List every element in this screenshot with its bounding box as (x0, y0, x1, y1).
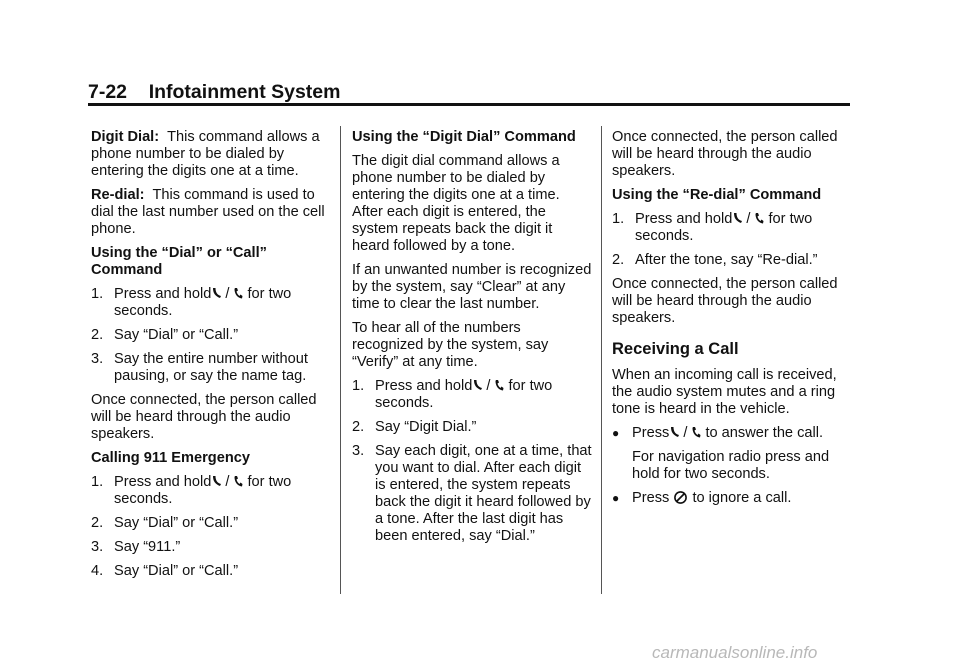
emergency-step-3 (91, 539, 331, 556)
step-text: Say “Dial” or “Call.” (114, 327, 239, 343)
step-number: 3. (91, 539, 104, 555)
bullet-text: Press to ignore a call. (632, 490, 792, 506)
ignore-call-bullet (612, 490, 856, 507)
steering-talk-icon (211, 475, 222, 488)
column-divider-1 (340, 126, 341, 594)
dial-step-2 (91, 327, 331, 344)
column-2 (352, 129, 592, 552)
emergency-step-2 (91, 515, 331, 532)
step-number: 1. (612, 211, 625, 227)
phone-icon (493, 379, 504, 392)
page-title (88, 80, 850, 104)
step-number: 3. (352, 443, 365, 459)
watermark: carmanualsonline.info (652, 643, 818, 662)
digit-dial-heading: Using the “Digit Dial” Command (352, 129, 576, 145)
section-title: Infotainment System (148, 81, 341, 103)
step-text: After the tone, say “Re-dial.” (635, 252, 818, 268)
step-number: 2. (91, 327, 104, 343)
bullet-icon: ● (612, 491, 620, 505)
phone-icon (753, 212, 764, 225)
icon-slash: / (683, 425, 688, 441)
dial-step-1 (91, 286, 331, 320)
digit-dial-step-1 (352, 378, 592, 412)
using-dial-heading: Using the “Dial” or “Call” Command (91, 245, 267, 278)
once-connected-text: Once connected, the person called will be heard through the audio speakers. (612, 129, 838, 179)
step-number: 2. (352, 419, 365, 435)
step-text: Say each digit, one at a time, that you want to dial. After each digit is entered, the system repeats back the digit it heard followed by a tone. After the last digit has been entered, say “Dial.” (375, 443, 592, 544)
steering-talk-icon (472, 379, 483, 392)
receiving-call-heading: Receiving a Call (612, 340, 739, 358)
phone-icon (232, 475, 243, 488)
answer-call-bullet (612, 425, 856, 442)
icon-slash: / (746, 211, 751, 227)
step-text: Say “Dial” or “Call.” (114, 515, 239, 531)
step-text: Press and hold / for two seconds. (375, 378, 553, 411)
digit-dial-term: Digit Dial: (91, 129, 160, 145)
step-text: Press and hold / for two seconds. (114, 474, 292, 507)
redial-definition (91, 187, 331, 238)
page-number: 7-22 (88, 81, 128, 103)
once-connected-text-2: Once connected, the person called will be heard through the audio speakers. (612, 276, 838, 326)
step-text: Say the entire number without pausing, or say the name tag. (114, 351, 308, 384)
digit-dial-definition (91, 129, 331, 180)
step-number: 1. (352, 378, 365, 394)
column-1 (91, 129, 331, 587)
step-text: Press and hold / for two seconds. (635, 211, 813, 244)
emergency-step-1 (91, 474, 331, 508)
step-number: 1. (91, 286, 104, 302)
icon-slash: / (486, 378, 491, 394)
emergency-step-4 (91, 563, 331, 580)
bullet-text: Press / to answer the call. (632, 425, 824, 441)
steering-talk-icon (211, 287, 222, 300)
step-text: Say “911.” (114, 539, 181, 555)
phone-icon (690, 426, 701, 439)
step-number: 1. (91, 474, 104, 490)
redial-step-2 (612, 252, 856, 269)
page-header (88, 80, 850, 106)
digit-dial-paragraph-2: If an unwanted number is recognized by the system, say “Clear” at any time to clear the last number. (352, 262, 592, 312)
steering-talk-icon (669, 426, 680, 439)
icon-slash: / (225, 474, 230, 490)
step-text: Say “Dial” or “Call.” (114, 563, 239, 579)
receiving-call-paragraph: When an incoming call is received, the audio system mutes and a ring tone is heard in the vehicle. (612, 367, 837, 417)
column-3 (612, 129, 856, 514)
step-number: 4. (91, 563, 104, 579)
calling-911-heading: Calling 911 Emergency (91, 450, 250, 466)
step-text: Say “Digit Dial.” (375, 419, 477, 435)
step-number: 2. (612, 252, 625, 268)
step-number: 2. (91, 515, 104, 531)
header-rule (88, 103, 850, 106)
navigation-radio-note: For navigation radio press and hold for two seconds. (632, 449, 830, 482)
end-call-icon (673, 491, 688, 504)
icon-slash: / (225, 286, 230, 302)
digit-dial-step-2 (352, 419, 592, 436)
digit-dial-paragraph-1: The digit dial command allows a phone number to be dialed by entering the digits one at a time. After each digit is entered, the system repeats back the digit it heard followed by a tone. (352, 153, 560, 254)
redial-step-1 (612, 211, 856, 245)
redial-text: This command is used to dial the last number used on the cell phone. (91, 187, 325, 237)
redial-term: Re-dial: (91, 187, 145, 203)
digit-dial-paragraph-3: To hear all of the numbers recognized by the system, say “Verify” at any time. (352, 320, 549, 370)
redial-heading: Using the “Re-dial” Command (612, 187, 822, 203)
bullet-icon: ● (612, 426, 620, 440)
dial-step-3 (91, 351, 331, 385)
phone-icon (232, 287, 243, 300)
column-divider-2 (601, 126, 602, 594)
step-text: Press and hold / for two seconds. (114, 286, 292, 319)
once-connected-text: Once connected, the person called will be heard through the audio speakers. (91, 392, 317, 442)
step-number: 3. (91, 351, 104, 367)
steering-talk-icon (732, 212, 743, 225)
digit-dial-step-3 (352, 443, 592, 545)
digit-dial-text: This command allows a phone number to be dialed by entering the digits one at a time. (91, 129, 320, 179)
